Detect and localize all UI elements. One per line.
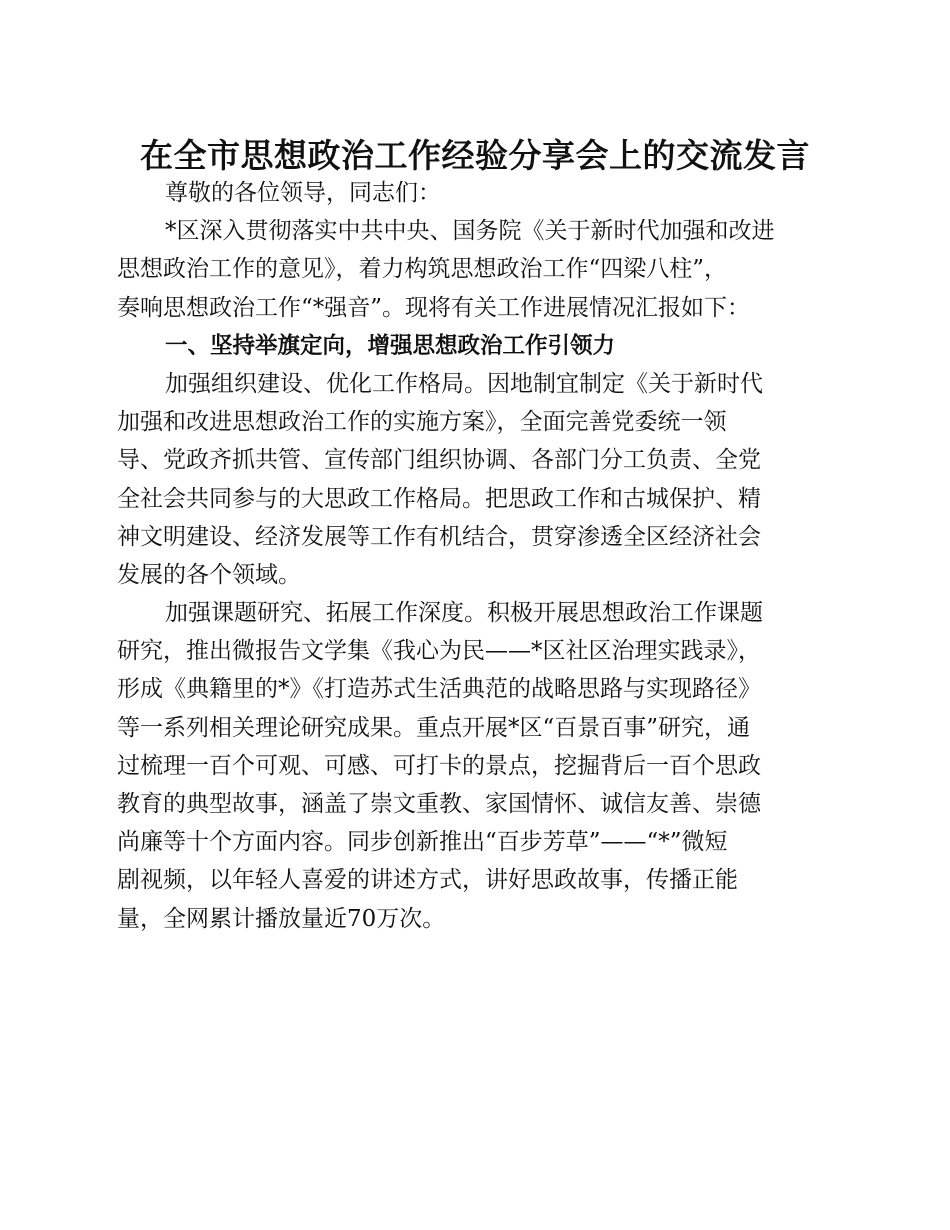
paragraph-organization xyxy=(117,365,829,594)
paragraph-line: 量，全网累计播放量近70万次。 xyxy=(117,905,446,932)
paragraph-line: 剧视频，以年轻人喜爱的讲述方式，讲好思政故事，传播正能 xyxy=(117,867,738,894)
salutation-line: 尊敬的各位领导，同志们： xyxy=(165,180,441,206)
intro-paragraph xyxy=(117,212,829,327)
paragraph-line: 神文明建设、经济发展等工作有机结合，贯穿渗透全区经济社会 xyxy=(117,523,761,550)
paragraph-line: 教育的典型故事，涵盖了崇文重教、家国情怀、诚信友善、崇德 xyxy=(117,791,761,817)
paragraph-line: 发展的各个领域。 xyxy=(117,561,301,588)
intro-line: 奏响思想政治工作“*强音”。现将有关工作进展情况汇报如下： xyxy=(117,294,751,321)
document-body xyxy=(117,174,829,938)
document-title: 在全市思想政治工作经验分享会上的交流发言 xyxy=(140,136,810,175)
section-heading xyxy=(117,327,829,365)
paragraph-line: 加强课题研究、拓展工作深度。积极开展思想政治工作课题 xyxy=(165,600,763,627)
paragraph-research xyxy=(117,594,829,938)
section-1-heading: 一、坚持举旗定向，增强思想政治工作引领力 xyxy=(165,332,616,359)
paragraph-line: 形成《典籍里的*》《打造苏式生活典范的战略思路与实现路径》 xyxy=(117,676,761,703)
paragraph-line: 全社会共同参与的大思政工作格局。把思政工作和古城保护、精 xyxy=(117,485,761,512)
intro-line: 思想政治工作的意见》，着力构筑思想政治工作“四梁八柱”， xyxy=(117,256,728,283)
paragraph-line: 加强组织建设、优化工作格局。因地制宜制定《关于新时代 xyxy=(165,370,763,397)
paragraph-line: 等一系列相关理论研究成果。重点开展*区“百景百事”研究，通 xyxy=(117,714,751,741)
paragraph-line: 导、党政齐抓共管、宣传部门组织协调、各部门分工负责、全党 xyxy=(117,447,761,474)
salutation xyxy=(117,174,829,212)
paragraph-line: 过梳理一百个可观、可感、可打卡的景点，挖掘背后一百个思政 xyxy=(117,752,761,779)
intro-line: *区深入贯彻落实中共中央、国务院《关于新时代加强和改进 xyxy=(165,218,775,245)
paragraph-line: 加强和改进思想政治工作的实施方案》，全面完善党委统一领 xyxy=(117,409,727,436)
paragraph-line: 尚廉等十个方面内容。同步创新推出“百步芳草”——“*”微短 xyxy=(117,829,728,856)
paragraph-line: 研究，推出微报告文学集《我心为民——*区社区治理实践录》， xyxy=(117,638,761,665)
